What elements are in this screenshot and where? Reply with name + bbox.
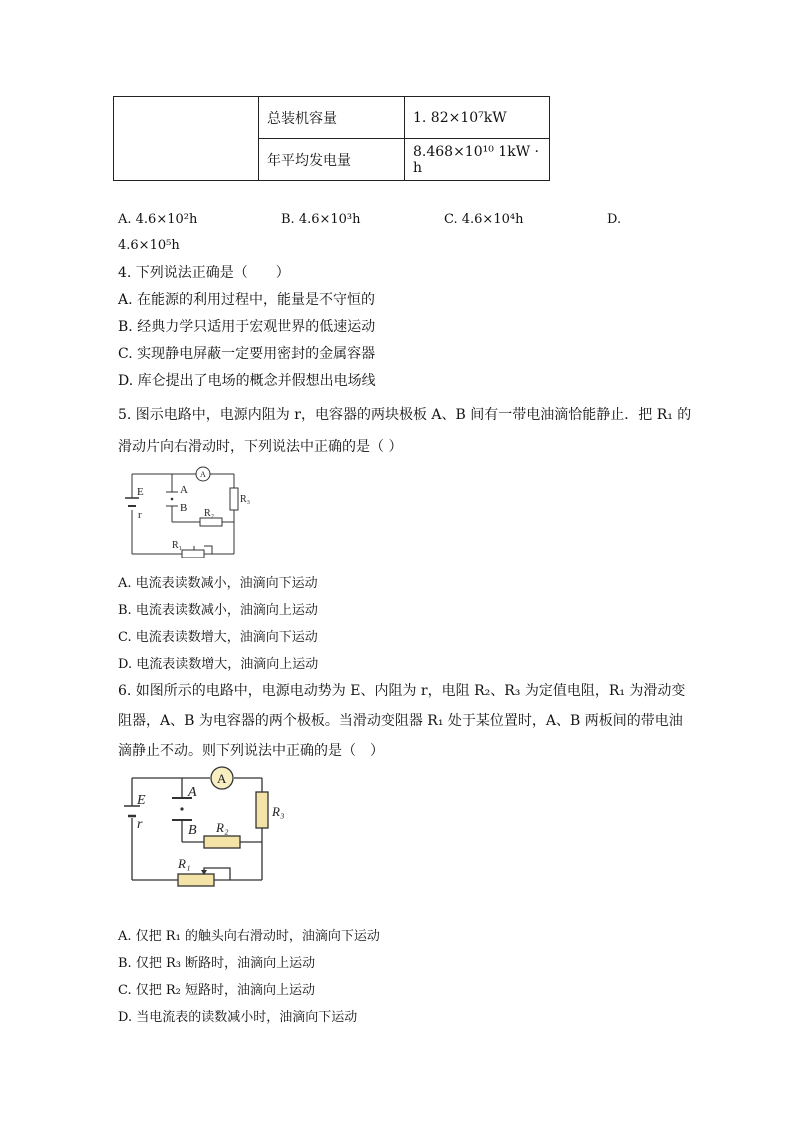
q4-option-d: D. 库仑提出了电场的概念并假想出电场线 [118,373,376,389]
q6-circuit-diagram [122,766,294,888]
q6-label-r: r [137,817,143,832]
q5-label-r2: R₂ [204,508,215,519]
q3-option-a: A. 4.6×10²h [118,212,198,227]
q6-option-a: A. 仅把 R₁ 的触头向右滑动时，油滴向下运动 [118,929,380,944]
q4-option-b: B. 经典力学只适用于宏观世界的低速运动 [118,319,376,335]
q6-label-e: E [137,793,146,808]
q5-stem-line1: 5. 图示电路中，电源内阻为 r，电容器的两块极板 A、B 间有一带电油滴恰能静止．把 R₁ 的 [118,407,692,423]
table-label-annual-output: 年平均发电量 [259,139,405,181]
q6-label-r1: R₁ [178,856,191,871]
empty-cell [114,97,259,181]
q3-option-b: B. 4.6×10³h [281,212,361,227]
q6-ammeter-label: A [217,771,227,786]
q6-option-c: C. 仅把 R₂ 短路时，油滴向上运动 [118,983,316,998]
q5-label-b: B [180,502,188,514]
q5-label-e: E [137,486,144,498]
table-value-capacity: 1. 82×10⁷kW [405,97,550,139]
q5-circuit-diagram [122,462,262,558]
q3-option-d-value: 4.6×10⁵h [118,238,180,253]
q6-stem-line1: 6. 如图所示的电路中，电源电动势为 E、内阻为 r，电阻 R₂、R₃ 为定值电阻，R₁ 为滑动变 [118,683,686,699]
q3-option-c: C. 4.6×10⁴h [444,212,524,227]
table-label-capacity: 总装机容量 [259,97,405,139]
q5-label-r: r [138,509,142,521]
q4-stem: 4. 下列说法正确是（ ） [118,265,290,281]
q5-label-r3: R₃ [240,494,251,505]
q3-option-d-label: D. [607,212,622,227]
q5-label-r1: R₁ [172,540,183,551]
q4-option-a: A. 在能源的利用过程中，能量是不守恒的 [118,292,376,308]
table-value-annual-output: 8.468×10¹⁰ 1kW · h [405,139,550,181]
q6-label-b: B [188,823,197,838]
data-table [113,96,550,181]
q6-stem-line3: 滴静止不动。则下列说法中正确的是（ ） [118,743,384,759]
q6-stem-line2: 阻器，A、B 为电容器的两个极板。当滑动变阻器 R₁ 处于某位置时，A、B 两板间的带电油 [118,713,683,729]
q5-option-a: A. 电流表读数减小，油滴向下运动 [118,576,318,591]
q5-ammeter-label: A [200,470,206,479]
q6-label-a: A [188,785,197,800]
q5-option-c: C. 电流表读数增大，油滴向下运动 [118,630,318,645]
q4-option-c: C. 实现静电屏蔽一定要用密封的金属容器 [118,346,376,362]
q6-option-d: D. 当电流表的读数减小时，油滴向下运动 [118,1010,358,1025]
q5-stem-line2: 滑动片向右滑动时，下列说法中正确的是（ ） [118,439,403,455]
q6-label-r2: R₂ [216,820,229,835]
q5-label-a: A [180,484,188,496]
q6-label-r3: R₃ [272,804,285,819]
q6-option-b: B. 仅把 R₃ 断路时，油滴向上运动 [118,956,316,971]
q5-option-b: B. 电流表读数减小，油滴向上运动 [118,603,318,618]
q5-option-d: D. 电流表读数增大，油滴向上运动 [118,657,319,672]
